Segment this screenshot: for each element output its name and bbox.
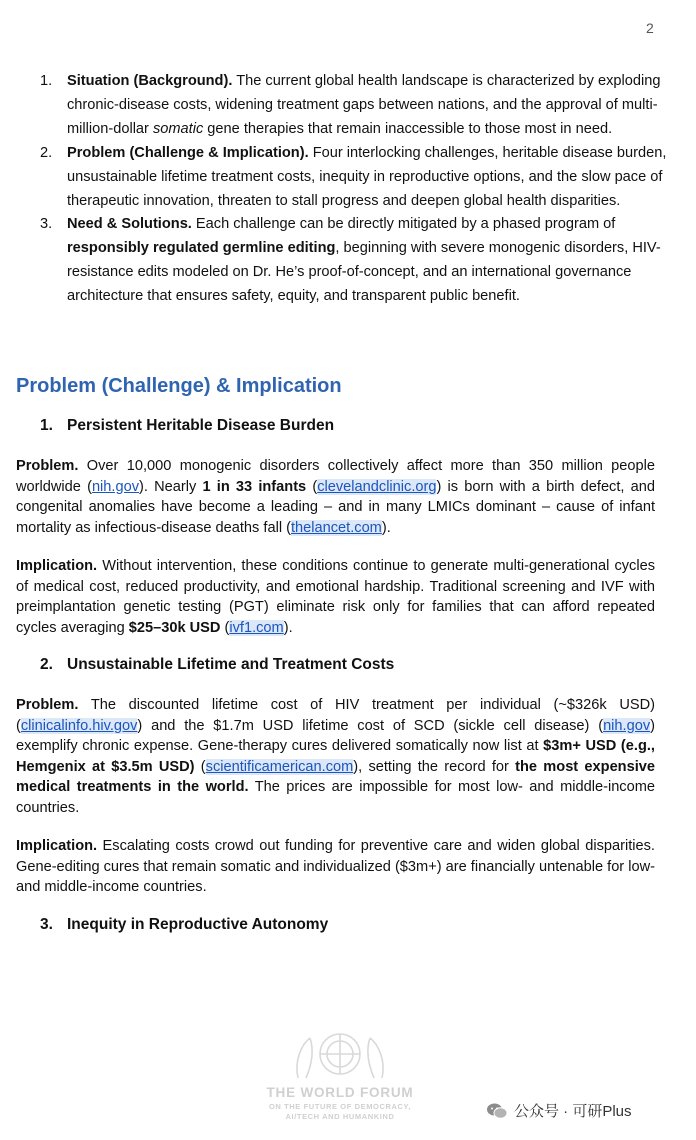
paragraph-lead: Problem. [16,458,79,474]
emphasis: $3m+ USD (e.g., Hemgenix at $3.5m USD) [16,738,655,775]
item-heading: Situation (Background). [67,73,233,89]
footer-line-1: THE WORLD FORUM [266,1085,414,1100]
link-clevelandclinic[interactable]: clevelandclinic.org [317,478,437,495]
text: The prices are impossible for most low- and middle-income countries. [16,779,655,816]
intro-item [16,70,676,142]
footer-logo [240,1030,440,1130]
paragraph-lead: Implication. [16,838,98,854]
text: Without intervention, these conditions continue to generate multi-generational cycles of medical cost, reduced productivity, and emotional hardship. Traditional screening and IVF with preimplantation genetic testing (PGT) eliminate risk only for families that can afford repeated cycles averaging [16,558,655,636]
item-text: gene therapies that remain inaccessible to those most in need. [203,120,613,137]
paragraph-implication-2 [16,836,655,898]
item-text: Each challenge can be directly mitigated by a phased program of [191,216,616,233]
paragraph-problem-2 [16,695,655,819]
link-clinicalinfo[interactable]: clinicalinfo.hiv.gov [20,717,138,734]
subsection-heading [40,417,334,435]
item-heading: Problem (Challenge & Implication). [67,144,309,161]
text: ). Nearly [139,478,203,495]
subsection-number: 3. [40,916,53,933]
wechat-watermark [486,1100,632,1121]
footer-line-3: AI/TECH AND HUMANKIND [285,1112,395,1121]
text: ) is born with a birth defect, and congenital anomalies have become a leading – and in many LMICs dominant – cause of infant mortality as infectious-disease deaths fall ( [16,478,655,536]
item-heading: Need & Solutions. [67,216,192,233]
intro-list [16,70,676,309]
text: Escalating costs crowd out funding for preventive care and widen global disparities. Gene-editing cures that remain somatic and individualized ($3m+) are financially untenable for low- and middle-income countries. [16,838,655,896]
paragraph-lead: Implication. [16,558,98,574]
text: Over 10,000 monogenic disorders collectively affect more than 350 million people worldwide ( [16,458,655,495]
watermark-text: 公众号 · 可研Plus [514,1103,632,1120]
list-number: 3. [40,216,53,233]
subsection-heading [40,916,328,934]
list-number: 1. [40,73,53,89]
subsection-title: Persistent Heritable Disease Burden [67,417,335,434]
text: ). [381,519,391,536]
subsection-number: 2. [40,656,53,673]
section-heading: Problem (Challenge) & Implication [16,375,342,397]
emphasis: 1 in 33 infants [202,478,307,495]
subsection-title: Inequity in Reproductive Autonomy [67,916,329,933]
emphasis: the most expensive medical treatments in the world. [16,758,656,796]
link-nih-scd[interactable]: nih.gov [603,717,651,734]
footer-line-2: ON THE FUTURE OF DEMOCRACY, [268,1102,412,1111]
paragraph-lead: Problem. [16,697,79,713]
link-scientificamerican[interactable]: scientificamerican.com [205,758,354,775]
text: ), setting the record for [353,758,516,775]
intro-item [16,213,676,309]
item-text: Four interlocking challenges, heritable disease burden, unsustainable lifetime treatment costs, inequity in reproductive options, and the slow pace of therapeutic innovation, threaten to stall progress and deepen global health disparities. [67,144,667,209]
wechat-icon [486,1102,508,1120]
text: ( [306,478,318,495]
subsection-number: 1. [40,417,53,434]
item-bold: responsibly regulated germline editing [67,240,336,257]
subsection-heading [40,656,394,674]
link-nih[interactable]: nih.gov [91,478,139,495]
link-ivf1[interactable]: ivf1.com [229,619,284,636]
paragraph-implication-1 [16,556,655,638]
text: The discounted lifetime cost of HIV treatment per individual (~$326k USD) ( [16,697,655,734]
item-text: The current global health landscape is characterized by exploding chronic-disease costs, widening treatment gaps between nations, and the approval of multi-million-dollar [67,73,661,137]
item-text: , beginning with severe monogenic disorders, HIV-resistance edits modeled on Dr. He’s proof-of-concept, and an international governance architecture that ensures safety, equity, and transparent public benefit. [67,240,661,305]
text: ( [220,619,230,636]
list-number: 2. [40,144,53,161]
text: ). [283,619,293,636]
emphasis: $25–30k USD [128,619,221,636]
subsection-title: Unsustainable Lifetime and Treatment Costs [67,656,395,673]
link-thelancet[interactable]: thelancet.com [290,519,382,536]
page-number: 2 [646,20,654,36]
world-forum-emblem-icon [240,1030,440,1130]
text: ) and the $1.7m USD lifetime cost of SCD (sickle cell disease) ( [137,717,604,734]
intro-item [16,142,676,214]
paragraph-problem-1 [16,456,655,538]
text: ) exemplify chronic expense. Gene-therapy cures delivered somatically now list at [16,717,655,755]
item-italic: somatic [152,120,204,137]
text: ( [194,758,206,775]
